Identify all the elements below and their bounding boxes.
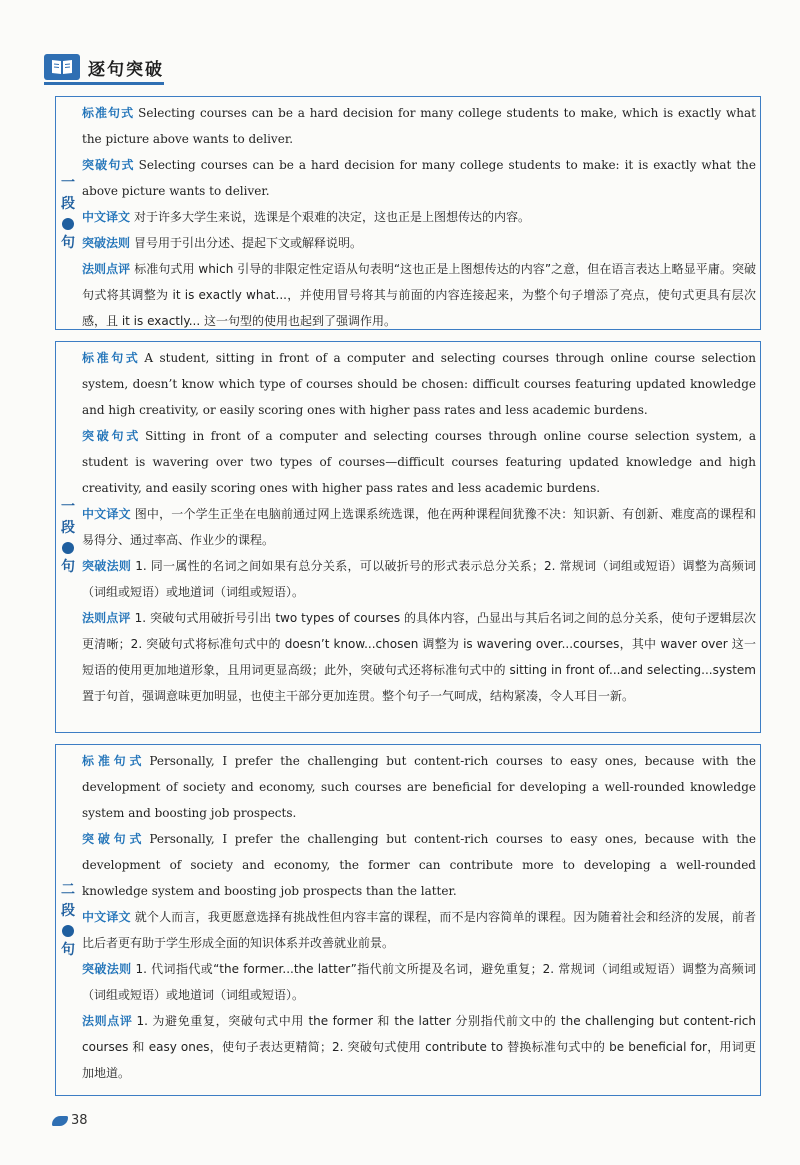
item-tag: 突破句式 [82, 832, 146, 846]
standard-sentence [82, 748, 756, 826]
translation [82, 204, 756, 230]
item-text: Personally, I prefer the challenging but content-rich courses to easy ones, because with the development of society and economy, the former can contribute more to developing a well-rounded knowledge system and boosting job prospects than the latter. [82, 832, 756, 898]
block-label-char: 段 [61, 519, 75, 536]
block-label-char: 一 [61, 498, 75, 515]
improved-sentence [82, 152, 756, 204]
block-label-char: 句 [61, 558, 75, 575]
block-label [56, 342, 80, 732]
item-text: Personally, I prefer the challenging but content-rich courses to easy ones, because with the development of society and economy, such courses are beneficial for developing a well-rounded knowledge system and boosting job prospects. [82, 754, 756, 820]
bullet-dot-icon [62, 925, 74, 937]
block-label [56, 97, 80, 329]
item-tag: 突破句式 [82, 429, 142, 443]
item-text: 1. 同一属性的名词之间如果有总分关系，可以破折号的形式表示总分关系；2. 常规词（词组或短语）调整为高频词（词组或短语）或地道词（词组或短语）。 [82, 559, 756, 599]
item-tag: 法则点评 [82, 262, 131, 276]
page-footer [52, 1113, 88, 1128]
item-tag: 突破法则 [82, 962, 132, 976]
item-text: A student, sitting in front of a computer and selecting courses through online course selection system, doesn’t know which type of courses should be chosen: difficult courses featuring updated knowledge and high creativity, or easily scoring ones with higher pass rates and less academic burdens. [82, 351, 756, 417]
page-number: 38 [71, 1113, 88, 1128]
item-tag: 突破法则 [82, 559, 132, 573]
item-text: Selecting courses can be a hard decision for many college students to make: it is exactly what the above picture wants to deliver. [82, 158, 756, 198]
leaf-icon [52, 1116, 68, 1126]
rule [82, 956, 756, 1008]
item-tag: 中文译文 [82, 910, 131, 924]
item-text: 1. 为避免重复，突破句式中用 the former 和 the latter 分别指代前文中的 the challenging but content-rich courses 和 easy ones，使句子表达更精简；2. 突破句式使用 contribute to 替换标准句式中的 be beneficial for，用词更加地道。 [82, 1014, 756, 1080]
item-text: 1. 代词指代或“the former...the latter”指代前文所提及名词，避免重复；2. 常规词（词组或短语）调整为高频词（词组或短语）或地道词（词组或短语）。 [82, 962, 756, 1002]
improved-sentence [82, 423, 756, 501]
block-label-char: 句 [61, 941, 75, 958]
block-label-char: 句 [61, 234, 75, 251]
improved-sentence [82, 826, 756, 904]
block-label [56, 745, 80, 1095]
item-tag: 突破句式 [82, 158, 135, 172]
item-text: 就个人而言，我更愿意选择有挑战性但内容丰富的课程，而不是内容简单的课程。因为随着社会和经济的发展，前者比后者更有助于学生形成全面的知识体系并改善就业前景。 [82, 910, 756, 950]
translation [82, 904, 756, 956]
item-tag: 中文译文 [82, 210, 131, 224]
item-text: Sitting in front of a computer and selecting courses through online course selection system, a student is wavering over two types of courses—difficult courses featuring updated knowledge and high creativity, and easily scoring ones with higher pass rates and less academic burdens. [82, 429, 756, 495]
item-tag: 标准句式 [82, 351, 141, 365]
block-label-char: 一 [61, 174, 75, 191]
rule [82, 553, 756, 605]
book-icon [44, 54, 80, 80]
sentence-block-3 [55, 744, 761, 1096]
item-text: 1. 突破句式用破折号引出 two types of courses 的具体内容，凸显出与其后名词之间的总分关系，使句子逻辑层次更清晰；2. 突破句式将标准句式中的 doesn’t know...chosen 调整为 is wavering over...courses，其中 waver over 这一短语的使用更加地道形象，且用词更显高级；此外，突破句式还将标准句式中的 sitting in front of...and selecting...system 置于句首，强调意味更加明显，也使主干部分更加连贯。整个句子一气呵成，结构紧凑，令人耳目一新。 [82, 611, 756, 703]
item-tag: 突破法则 [82, 236, 131, 250]
standard-sentence [82, 345, 756, 423]
item-text: 图中，一个学生正坐在电脑前通过网上选课系统选课，他在两种课程间犹豫不决：知识新、有创新、难度高的课程和易得分、通过率高、作业少的课程。 [82, 507, 756, 547]
rule-comment [82, 605, 756, 709]
rule-comment [82, 1008, 756, 1086]
bullet-dot-icon [62, 218, 74, 230]
item-text: 标准句式用 which 引导的非限定性定语从句表明“这也正是上图想传达的内容”之意，但在语言表达上略显平庸。突破句式将其调整为 it is exactly what...，并使用冒号将其与前面的内容连接起来，为整个句子增添了亮点，使句式更具有层次感，且 it is exactly... 这一句型的使用也起到了强调作用。 [82, 262, 756, 328]
rule-comment [82, 256, 756, 334]
header-underline [44, 82, 164, 85]
translation [82, 501, 756, 553]
block-label-char: 二 [61, 881, 75, 898]
section-header [44, 52, 164, 82]
item-tag: 中文译文 [82, 507, 131, 521]
item-tag: 法则点评 [82, 611, 131, 625]
item-tag: 标准句式 [82, 106, 135, 120]
item-text: 冒号用于引出分述、提起下文或解释说明。 [134, 236, 363, 250]
bullet-dot-icon [62, 542, 74, 554]
item-tag: 标准句式 [82, 754, 146, 768]
rule [82, 230, 756, 256]
sentence-block-1 [55, 96, 761, 330]
block-label-char: 段 [61, 902, 75, 919]
block-label-char: 段 [61, 195, 75, 212]
item-text: 对于许多大学生来说，选课是个艰难的决定，这也正是上图想传达的内容。 [134, 210, 531, 224]
item-text: Selecting courses can be a hard decision for many college students to make, which is exactly what the picture above wants to deliver. [82, 106, 756, 146]
sentence-block-2 [55, 341, 761, 733]
item-tag: 法则点评 [82, 1014, 133, 1028]
section-title: 逐句突破 [88, 59, 164, 80]
standard-sentence [82, 100, 756, 152]
